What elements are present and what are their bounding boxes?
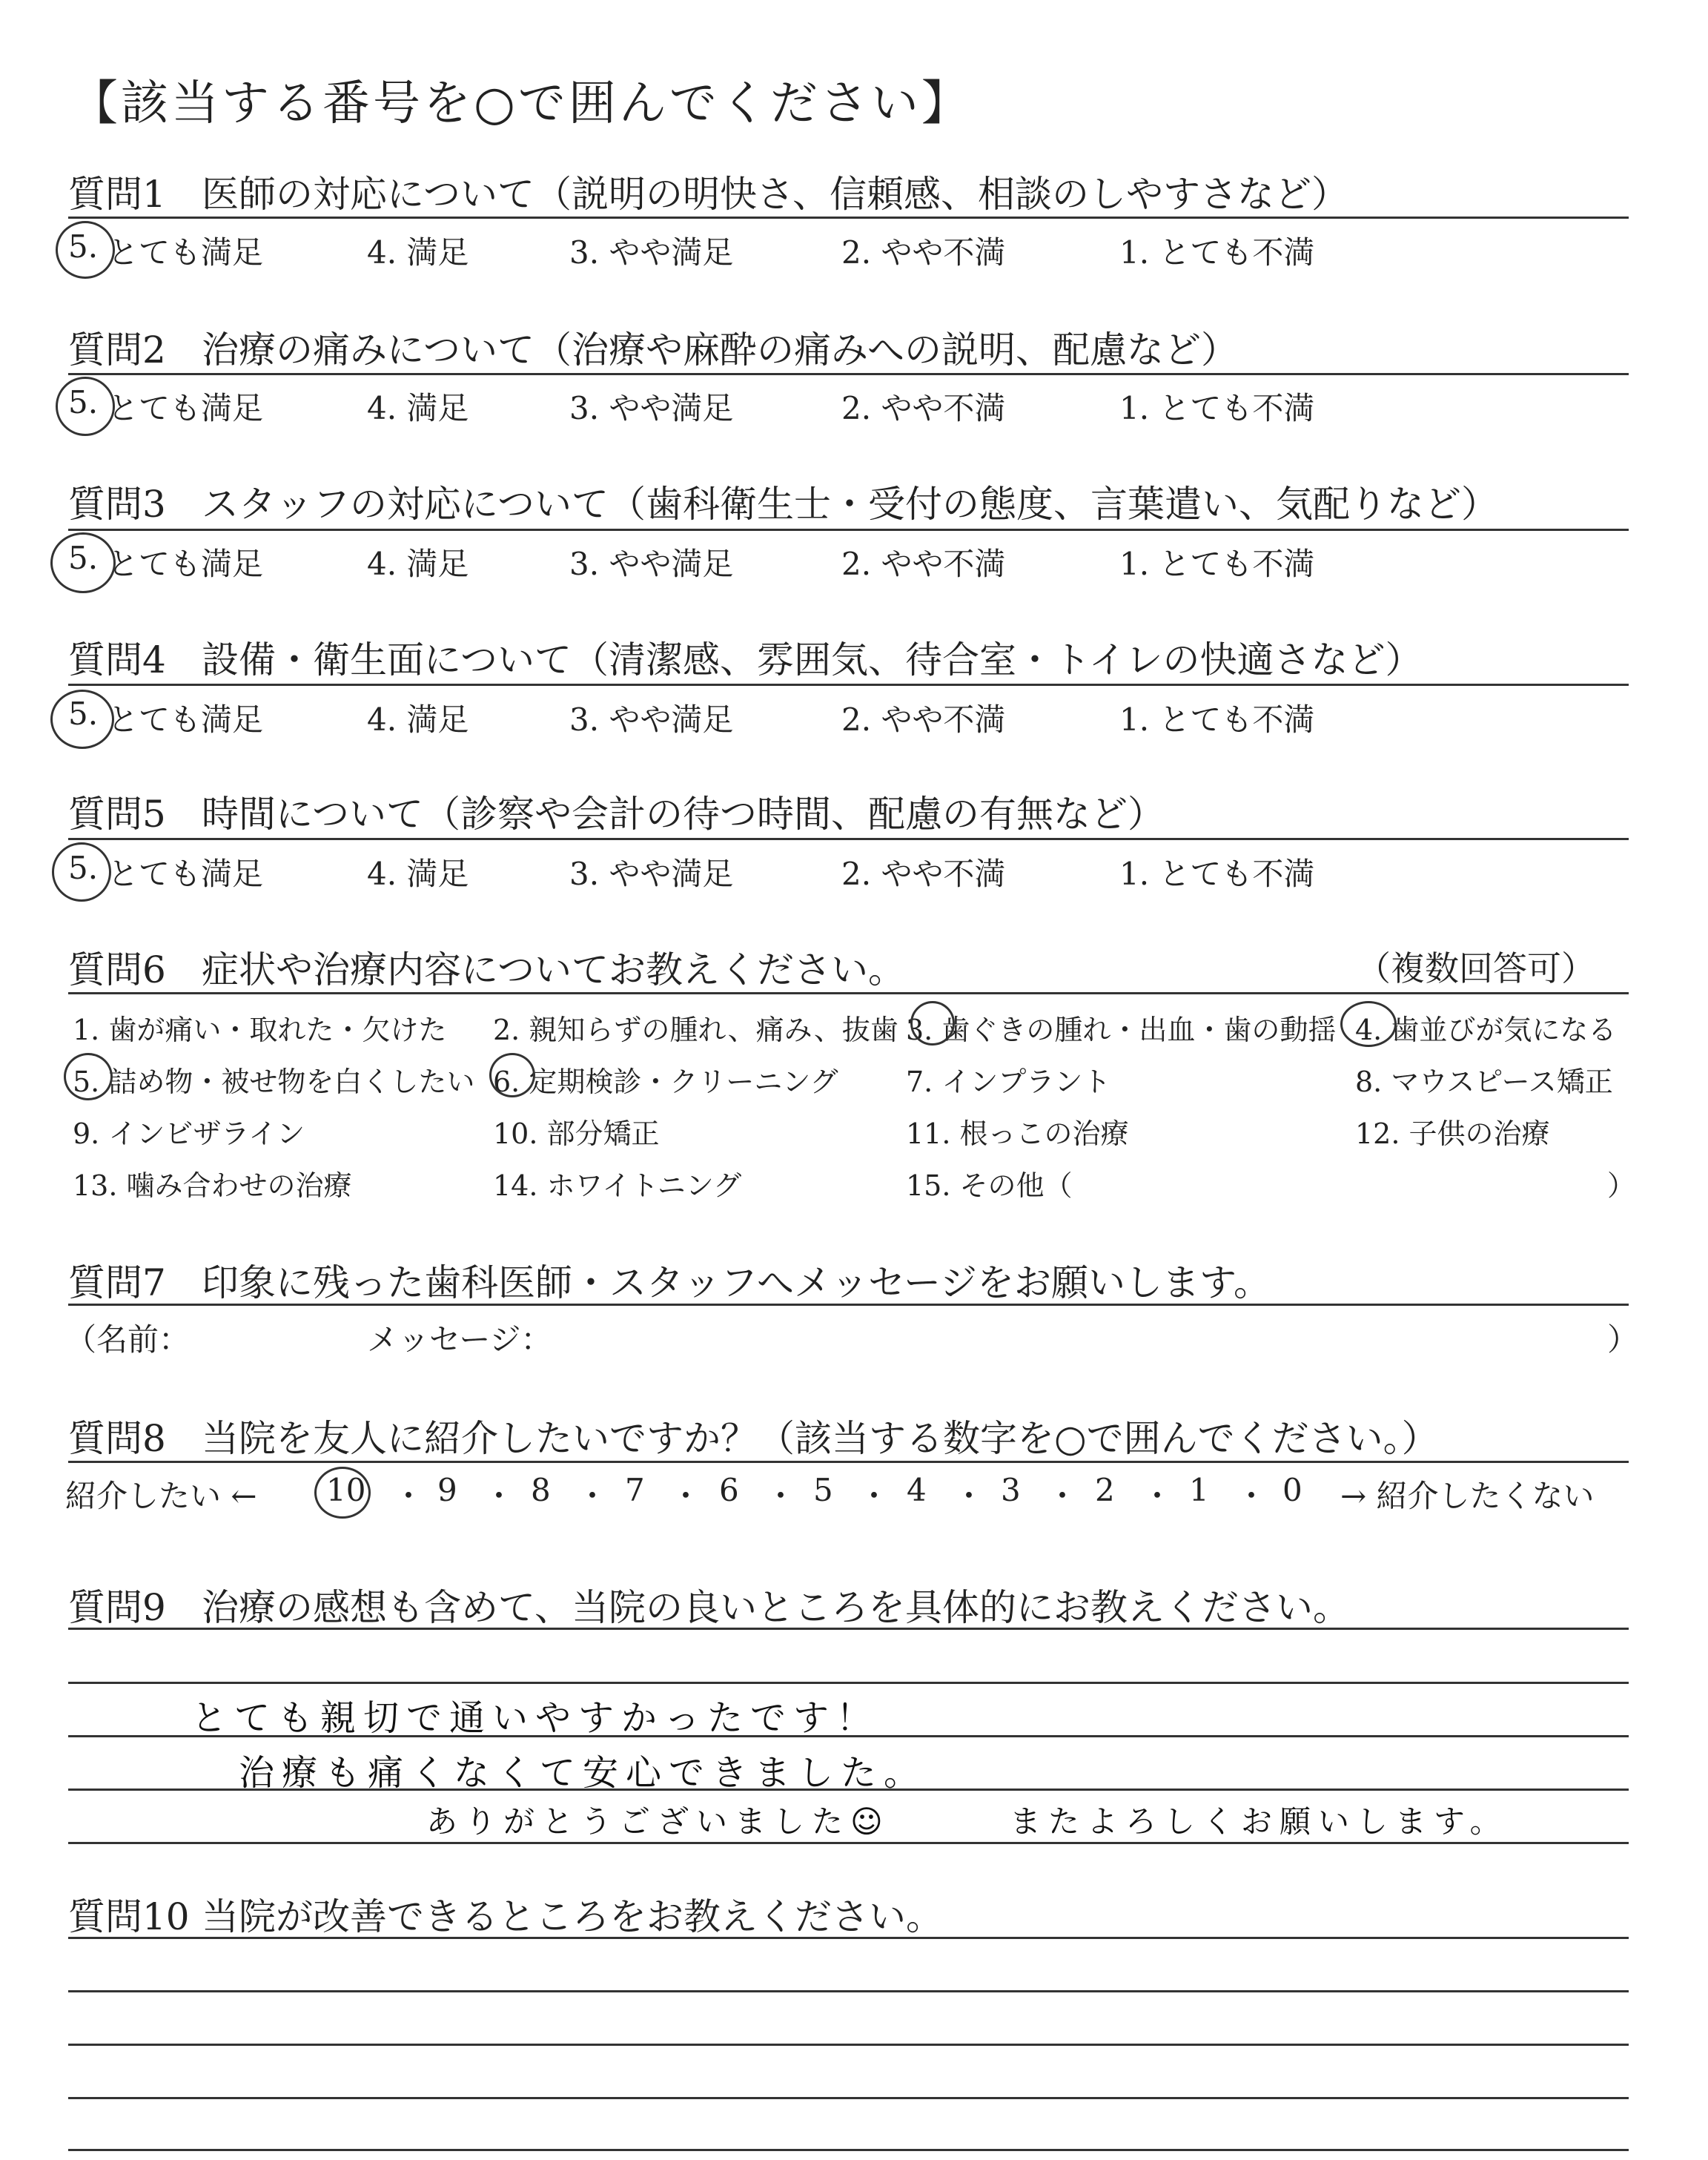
question-number: 質問9: [68, 1586, 166, 1629]
scale-separator: ・: [393, 1478, 425, 1514]
symptom-option-1[interactable]: 1. 歯が痛い・取れた・欠けた: [73, 1014, 447, 1046]
scale-number-10[interactable]: 10: [326, 1472, 366, 1508]
question-4-heading: [68, 630, 1423, 684]
option-1[interactable]: 1. とても不満: [1119, 701, 1315, 738]
option-4[interactable]: 4. 満足: [367, 234, 469, 271]
option-4[interactable]: 4. 満足: [367, 856, 469, 892]
option-3[interactable]: 3. やや満足: [569, 390, 734, 426]
option-5-label[interactable]: とても満足: [107, 234, 264, 271]
message-field-label: メッセージ：: [367, 1321, 552, 1358]
question-2-heading: [68, 320, 1238, 374]
scale-separator: ・: [483, 1478, 515, 1514]
option-5-number[interactable]: 5.: [68, 696, 99, 732]
symptom-option-2[interactable]: 2. 親知らずの腫れ、痛み、抜歯: [493, 1014, 898, 1046]
question-8-heading: [68, 1409, 1439, 1462]
scale-separator: ・: [765, 1478, 797, 1514]
divider: [68, 1461, 1629, 1463]
selection-circle: [50, 690, 114, 749]
handwritten-line: ありがとうございました☺: [426, 1803, 890, 1840]
scale-number-3[interactable]: 3: [1001, 1472, 1021, 1508]
writing-line: [68, 2149, 1629, 2151]
option-4[interactable]: 4. 満足: [367, 701, 469, 738]
question-1-heading: [68, 165, 1348, 218]
option-1[interactable]: 1. とても不満: [1119, 234, 1315, 271]
option-4[interactable]: 4. 満足: [367, 390, 469, 426]
scale-separator: ・: [577, 1478, 609, 1514]
scale-number-1[interactable]: 1: [1189, 1472, 1209, 1508]
question-10-heading: [68, 1887, 943, 1941]
message-close-paren: ）: [1607, 1321, 1639, 1358]
symptom-option-5[interactable]: 5. 詰め物・被せ物を白くしたい: [73, 1066, 475, 1098]
divider: [68, 838, 1629, 840]
option-3[interactable]: 3. やや満足: [569, 234, 734, 271]
writing-line: [68, 1990, 1629, 1992]
scale-number-8[interactable]: 8: [531, 1472, 551, 1508]
scale-separator: ・: [858, 1478, 890, 1514]
writing-line: [68, 2097, 1629, 2099]
divider: [68, 992, 1629, 994]
question-text: 設備・衛生面について（清潔感、雰囲気、待合室・トイレの快適さなど）: [202, 638, 1423, 681]
option-3[interactable]: 3. やや満足: [569, 701, 734, 738]
question-text: 治療の感想も含めて、当院の良いところを具体的にお教えください。: [202, 1586, 1350, 1629]
question-number: 質問7: [68, 1261, 166, 1304]
option-3[interactable]: 3. やや満足: [569, 856, 734, 892]
option-3[interactable]: 3. やや満足: [569, 546, 734, 582]
scale-separator: ・: [1236, 1478, 1268, 1514]
selection-circle: [56, 377, 115, 436]
option-5-number[interactable]: 5.: [68, 228, 99, 265]
scale-number-4[interactable]: 4: [907, 1472, 927, 1508]
writing-line: [68, 1937, 1629, 1939]
question-number: 質問4: [68, 638, 166, 681]
question-3-heading: [68, 475, 1498, 528]
option-1[interactable]: 1. とても不満: [1119, 546, 1315, 582]
other-close-paren: ）: [1607, 1169, 1636, 1202]
symptom-option-8[interactable]: 8. マウスピース矯正: [1355, 1066, 1613, 1098]
question-text: 当院を友人に紹介したいですか？（該当する数字を○で囲んでください。）: [202, 1417, 1439, 1460]
option-2[interactable]: 2. やや不満: [841, 234, 1006, 271]
question-text: 治療の痛みについて（治療や麻酔の痛みへの説明、配慮など）: [202, 328, 1238, 371]
writing-line: [68, 1842, 1629, 1844]
divider: [68, 373, 1629, 375]
question-text: 時間について（診察や会計の待つ時間、配慮の有無など）: [202, 793, 1165, 836]
scale-separator: ・: [953, 1478, 985, 1514]
symptom-option-14[interactable]: 14. ホワイトニング: [493, 1169, 742, 1202]
scale-separator: ・: [1142, 1478, 1174, 1514]
question-number: 質問2: [68, 328, 166, 371]
selection-circle: [50, 532, 116, 593]
scale-number-9[interactable]: 9: [437, 1472, 457, 1508]
selection-circle: [910, 1001, 955, 1046]
symptom-option-7[interactable]: 7. インプラント: [906, 1066, 1111, 1098]
scale-number-5[interactable]: 5: [813, 1472, 833, 1508]
question-number: 質問6: [68, 948, 166, 991]
selection-circle: [489, 1053, 535, 1097]
name-field-label: （名前：: [65, 1321, 191, 1358]
option-5-label[interactable]: とても満足: [107, 701, 264, 738]
option-5-label[interactable]: とても満足: [107, 856, 264, 892]
selection-circle: [64, 1053, 113, 1100]
symptom-option-10[interactable]: 10. 部分矯正: [493, 1117, 660, 1150]
scale-number-7[interactable]: 7: [625, 1472, 645, 1508]
option-4[interactable]: 4. 満足: [367, 546, 469, 582]
symptom-option-3[interactable]: 3. 歯ぐきの腫れ・出血・歯の動揺: [906, 1014, 1337, 1046]
handwritten-line: またよろしくお願いします。: [1010, 1803, 1509, 1840]
question-number: 質問5: [68, 793, 166, 836]
symptom-option-13[interactable]: 13. 噛み合わせの治療: [73, 1169, 352, 1202]
divider: [68, 1304, 1629, 1306]
option-5-number[interactable]: 5.: [68, 384, 99, 420]
symptom-option-6[interactable]: 6. 定期検診・クリーニング: [493, 1066, 838, 1098]
option-2[interactable]: 2. やや不満: [841, 856, 1006, 892]
question-6-heading: [68, 940, 905, 994]
question-5-heading: [68, 785, 1165, 838]
divider: [68, 684, 1629, 686]
writing-line: [68, 2044, 1629, 2046]
question-text: 医師の対応について（説明の明快さ、信頼感、相談のしやすさなど）: [202, 173, 1348, 216]
scale-number-2[interactable]: 2: [1095, 1472, 1115, 1508]
option-2[interactable]: 2. やや不満: [841, 701, 1006, 738]
symptom-option-11[interactable]: 11. 根っこの治療: [906, 1117, 1129, 1150]
question-number: 質問10: [68, 1895, 190, 1938]
option-5-label[interactable]: とても満足: [107, 546, 264, 582]
writing-line: [68, 1628, 1629, 1630]
multiple-answer-note: （複数回答可）: [1357, 948, 1595, 988]
question-number: 質問1: [68, 173, 166, 216]
scale-number-0[interactable]: 0: [1282, 1472, 1302, 1508]
form-title: 【該当する番号を○で囲んでください】: [70, 76, 972, 131]
question-7-heading: [68, 1253, 1271, 1307]
divider: [68, 217, 1629, 219]
handwritten-line: 治療も痛くなくて安心できました。: [239, 1752, 927, 1794]
selection-circle: [314, 1467, 371, 1519]
divider: [68, 529, 1629, 531]
symptom-option-4[interactable]: 4. 歯並びが気になる: [1355, 1014, 1617, 1046]
option-1[interactable]: 1. とても不満: [1119, 390, 1315, 426]
option-2[interactable]: 2. やや不満: [841, 390, 1006, 426]
symptom-option-9[interactable]: 9. インビザライン: [73, 1117, 305, 1150]
scale-separator: ・: [1047, 1478, 1079, 1514]
question-text: スタッフの対応について（歯科衛生士・受付の態度、言葉遣い、気配りなど）: [202, 483, 1498, 526]
symptom-option-15[interactable]: 15. その他（: [906, 1169, 1073, 1202]
option-1[interactable]: 1. とても不満: [1119, 856, 1315, 892]
selection-circle: [52, 842, 111, 902]
scale-right-label: → 紹介したくない: [1340, 1478, 1595, 1514]
question-text: 当院が改善できるところをお教えください。: [202, 1895, 943, 1938]
scale-separator: ・: [670, 1478, 702, 1514]
question-text: 印象に残った歯科医師・スタッフへメッセージをお願いします。: [202, 1261, 1271, 1304]
scale-number-6[interactable]: 6: [719, 1472, 739, 1508]
option-5-number[interactable]: 5.: [68, 850, 99, 886]
question-9-heading: [68, 1578, 1350, 1631]
scale-left-label: 紹介したい ←: [65, 1478, 257, 1514]
question-number: 質問3: [68, 483, 166, 526]
question-number: 質問8: [68, 1417, 166, 1460]
selection-circle: [1340, 1001, 1397, 1047]
handwritten-line: とても親切で通いやすかったです！: [191, 1697, 880, 1739]
option-2[interactable]: 2. やや不満: [841, 546, 1006, 582]
option-5-number[interactable]: 5.: [68, 540, 99, 576]
question-text: 症状や治療内容についてお教えください。: [202, 948, 905, 991]
selection-circle: [56, 221, 115, 279]
option-5-label[interactable]: とても満足: [107, 390, 264, 426]
symptom-option-12[interactable]: 12. 子供の治療: [1355, 1117, 1550, 1150]
writing-line: [68, 1682, 1629, 1684]
